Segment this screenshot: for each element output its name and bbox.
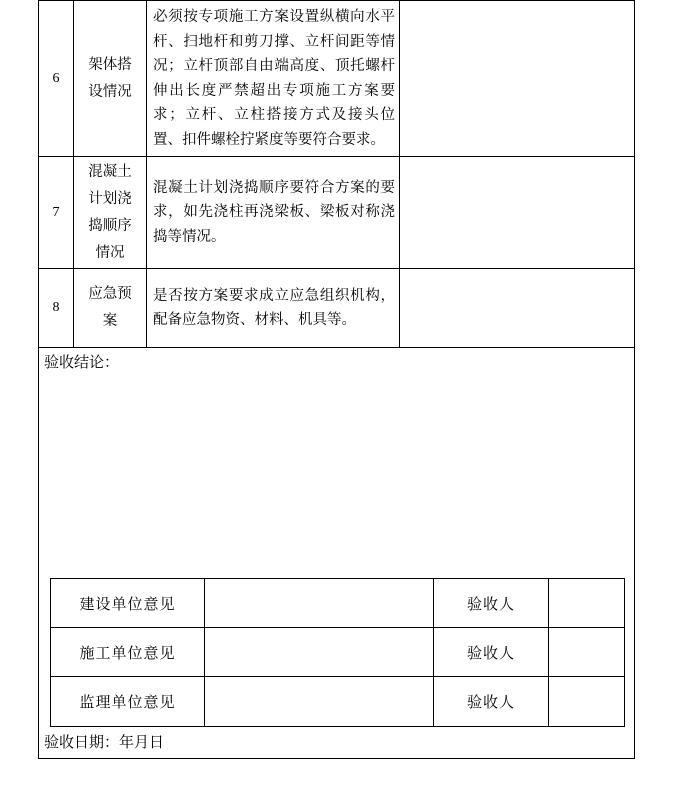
item-name-cell: 应急预案: [74, 269, 147, 347]
row-number-cell: 8: [39, 269, 74, 347]
opinions-table: [50, 578, 625, 727]
opinion-label-cell: 建设单位意见: [51, 579, 205, 627]
acceptor-value-cell[interactable]: [549, 677, 624, 726]
table-row: [39, 1, 634, 157]
description-text: 是否按方案要求成立应急组织机构，配备应急物资、材料、机具等。: [153, 287, 395, 328]
opinion-label-cell: 监理单位意见: [51, 677, 205, 726]
item-name-cell: 混凝土计划浇捣顺序情况: [74, 157, 147, 268]
conclusion-section: [39, 348, 634, 758]
acceptance-form-table: [38, 0, 635, 759]
description-cell: [147, 157, 400, 268]
opinion-row-construction-owner: [51, 579, 624, 628]
description-text: 必须按专项施工方案设置纵横向水平杆、扫地杆和剪刀撑、立杆间距等情况；立杆顶部自由端高度、顶托螺杆伸出长度严禁超出专项施工方案要求；立杆、立柱搭接方式及接头位置、扣件螺栓拧紧度等要符合要求。: [153, 9, 395, 148]
opinion-content-cell[interactable]: [205, 677, 434, 726]
acceptor-label-cell: 验收人: [434, 628, 549, 676]
acceptor-label-cell: 验收人: [434, 677, 549, 726]
acceptor-value-cell[interactable]: [549, 579, 624, 627]
acceptance-date-line: 验收日期：年月日: [44, 735, 165, 751]
row-number-cell: 6: [39, 1, 74, 156]
acceptor-value-cell[interactable]: [549, 628, 624, 676]
item-name-cell: 架体搭设情况: [74, 1, 147, 156]
conclusion-label: 验收结论：: [44, 355, 120, 371]
row-number-cell: 7: [39, 157, 74, 268]
opinion-row-contractor: [51, 628, 624, 677]
opinion-row-supervisor: [51, 677, 624, 726]
table-row: [39, 157, 634, 269]
description-cell: [147, 269, 400, 347]
description-cell: [147, 1, 400, 156]
opinion-content-cell[interactable]: [205, 628, 434, 676]
result-cell[interactable]: [400, 157, 634, 268]
table-row: [39, 269, 634, 348]
description-text: 混凝土计划浇捣顺序要符合方案的要求，如先浇柱再浇梁板、梁板对称浇捣等情况。: [153, 179, 395, 245]
result-cell[interactable]: [400, 269, 634, 347]
opinion-label-cell: 施工单位意见: [51, 628, 205, 676]
result-cell[interactable]: [400, 1, 634, 156]
opinion-content-cell[interactable]: [205, 579, 434, 627]
acceptor-label-cell: 验收人: [434, 579, 549, 627]
